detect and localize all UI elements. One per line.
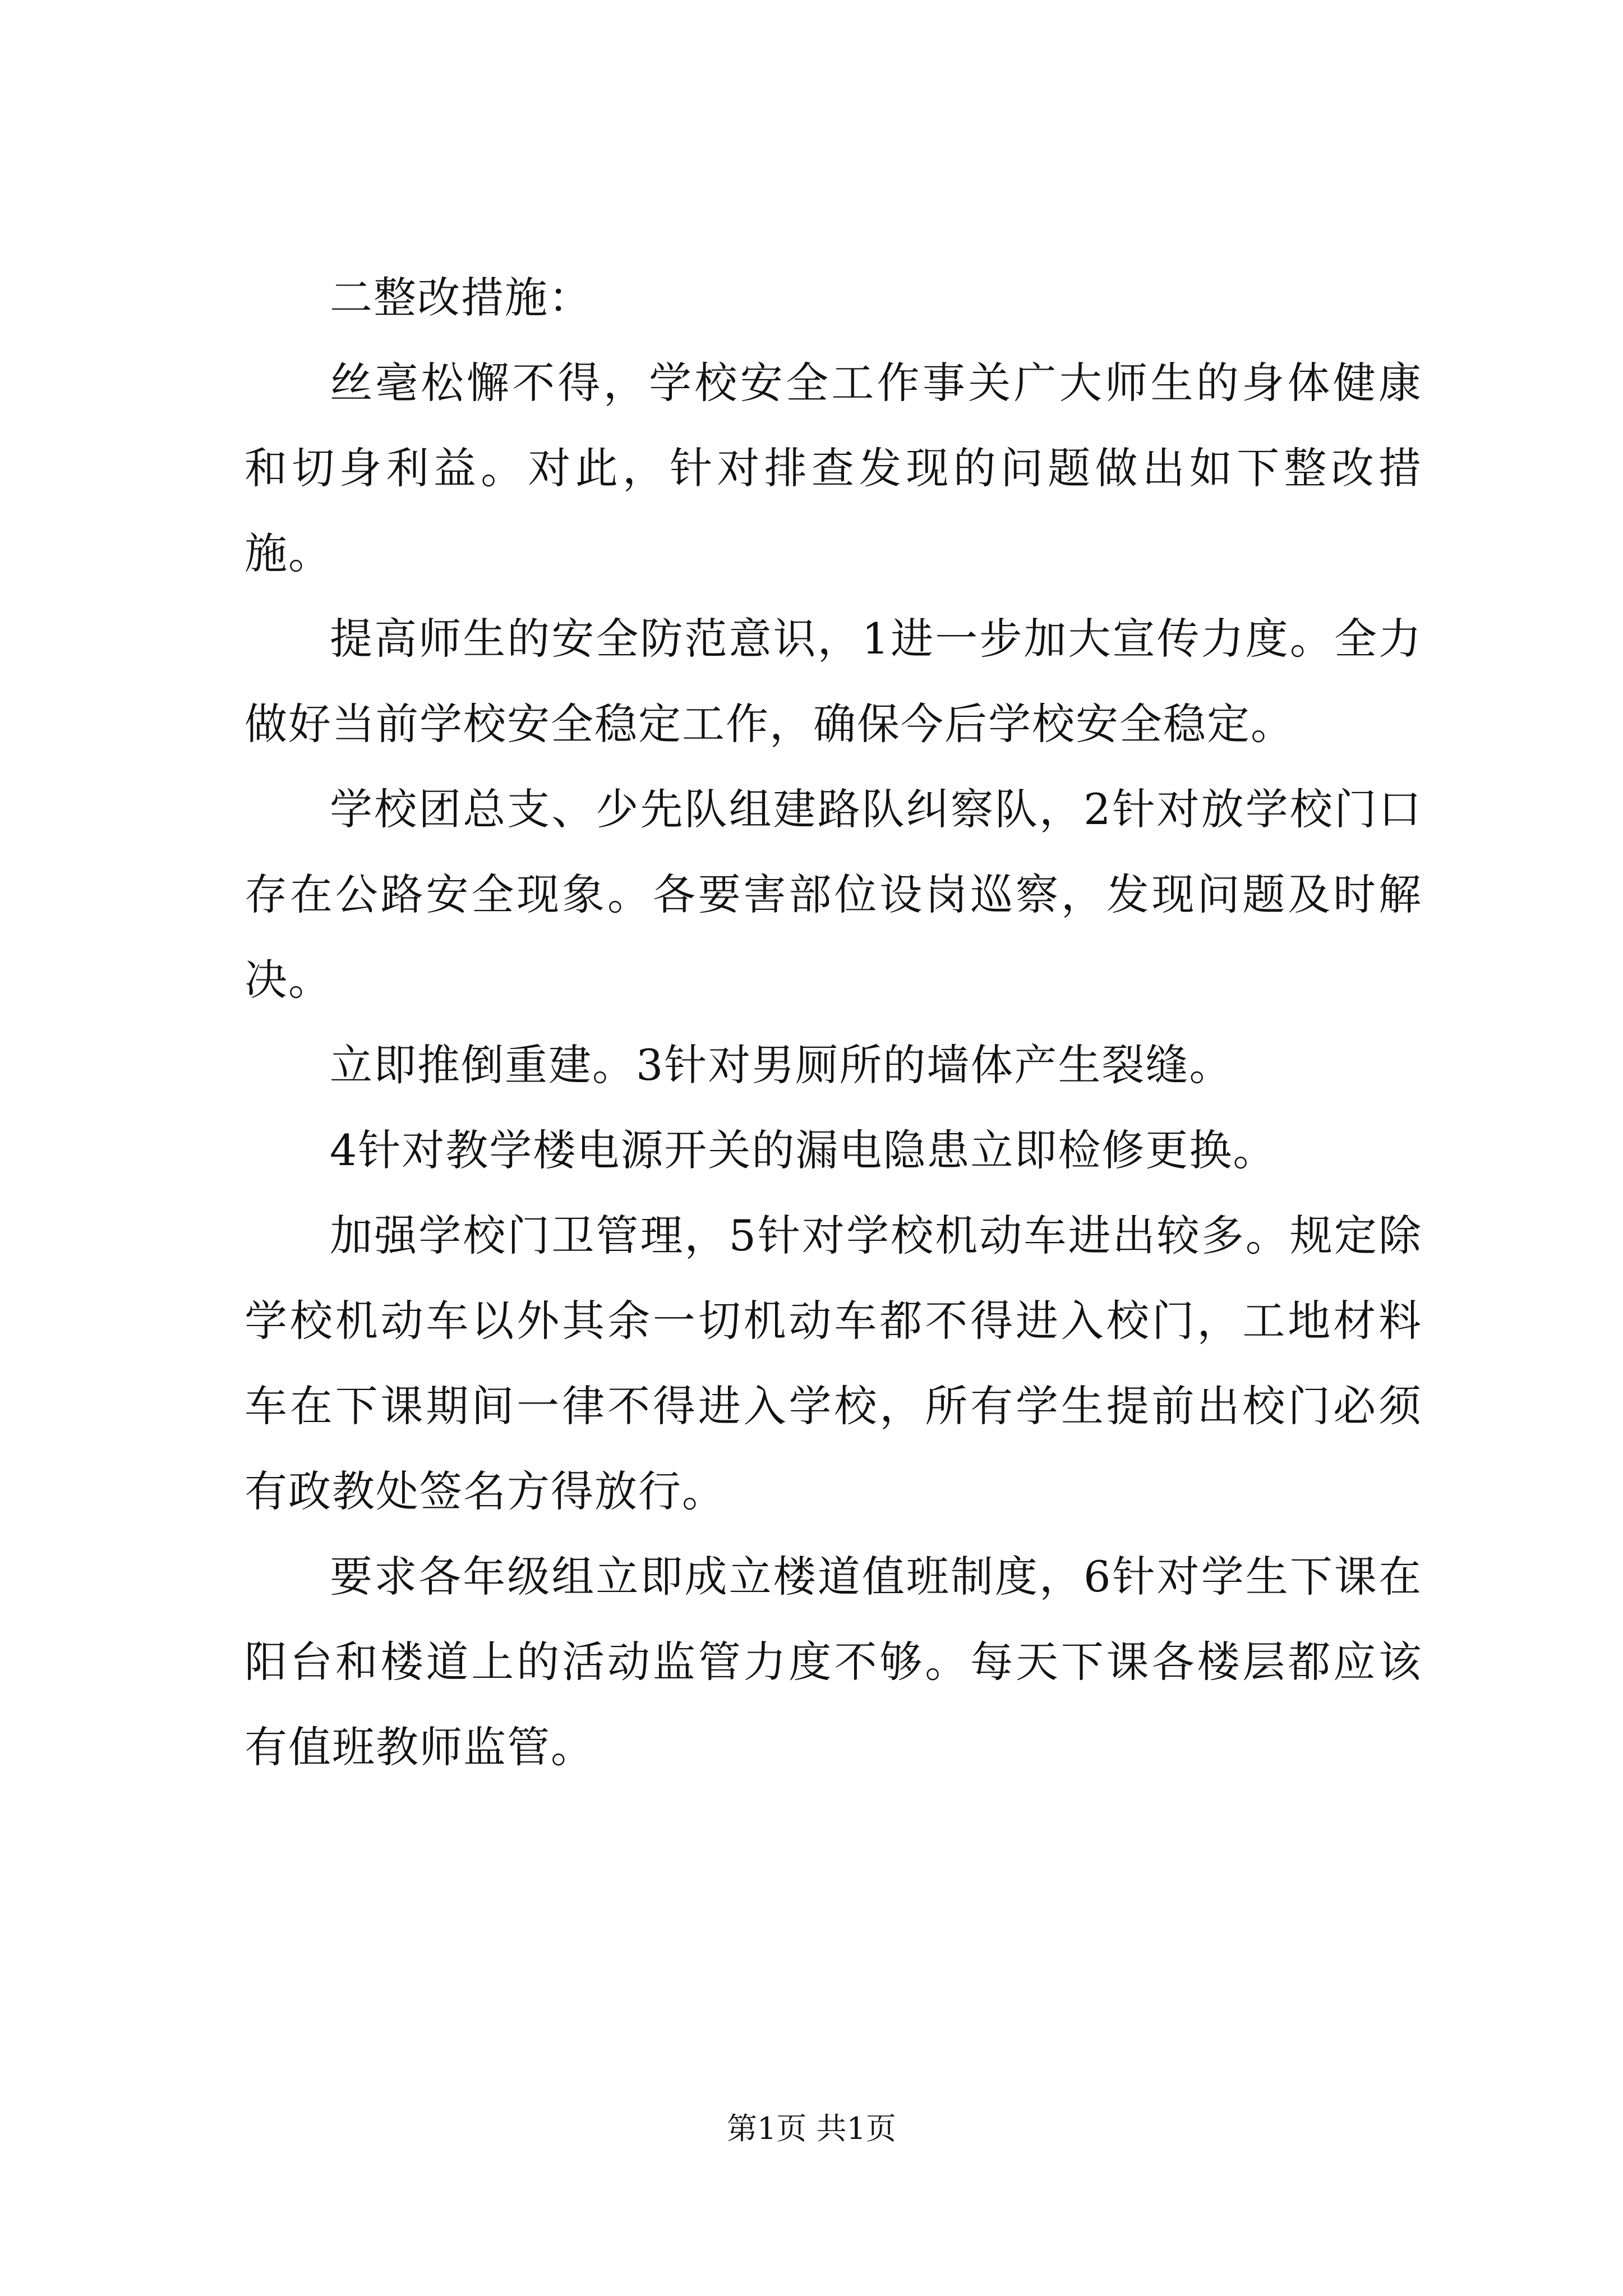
document-body bbox=[245, 255, 1422, 1790]
paragraph-measure-3: 立即推倒重建。3针对男厕所的墙体产生裂缝。 bbox=[330, 1040, 1233, 1090]
paragraph-measure-4: 4针对教学楼电源开关的漏电隐患立即检修更换。 bbox=[330, 1125, 1277, 1175]
paragraph-measure-6: 要求各年级组立即成立楼道值班制度，6针对学生下课在阳台和楼道上的活动监管力度不够。每天下课各楼层都应该有值班教师监管。 bbox=[245, 1552, 1422, 1772]
paragraph-measure-5: 加强学校门卫管理，5针对学校机动车进出较多。规定除学校机动车以外其余一切机动车都不得进入校门，工地材料车在下课期间一律不得进入学校，所有学生提前出校门必须有政教处签名方得放行。 bbox=[245, 1211, 1422, 1516]
paragraph-intro: 丝毫松懈不得，学校安全工作事关广大师生的身体健康和切身利益。对此，针对排查发现的问题做出如下整改措施。 bbox=[245, 358, 1422, 578]
section-heading: 二整改措施： bbox=[330, 273, 592, 323]
paragraph-measure-2: 学校团总支、少先队组建路队纠察队，2针对放学校门口存在公路安全现象。各要害部位设岗巡察，发现问题及时解决。 bbox=[245, 784, 1422, 1005]
paragraph-measure-1: 提高师生的安全防范意识，1进一步加大宣传力度。全力做好当前学校安全稳定工作，确保今后学校安全稳定。 bbox=[245, 614, 1422, 749]
page-number-footer: 第1页 共1页 bbox=[727, 2111, 896, 2146]
